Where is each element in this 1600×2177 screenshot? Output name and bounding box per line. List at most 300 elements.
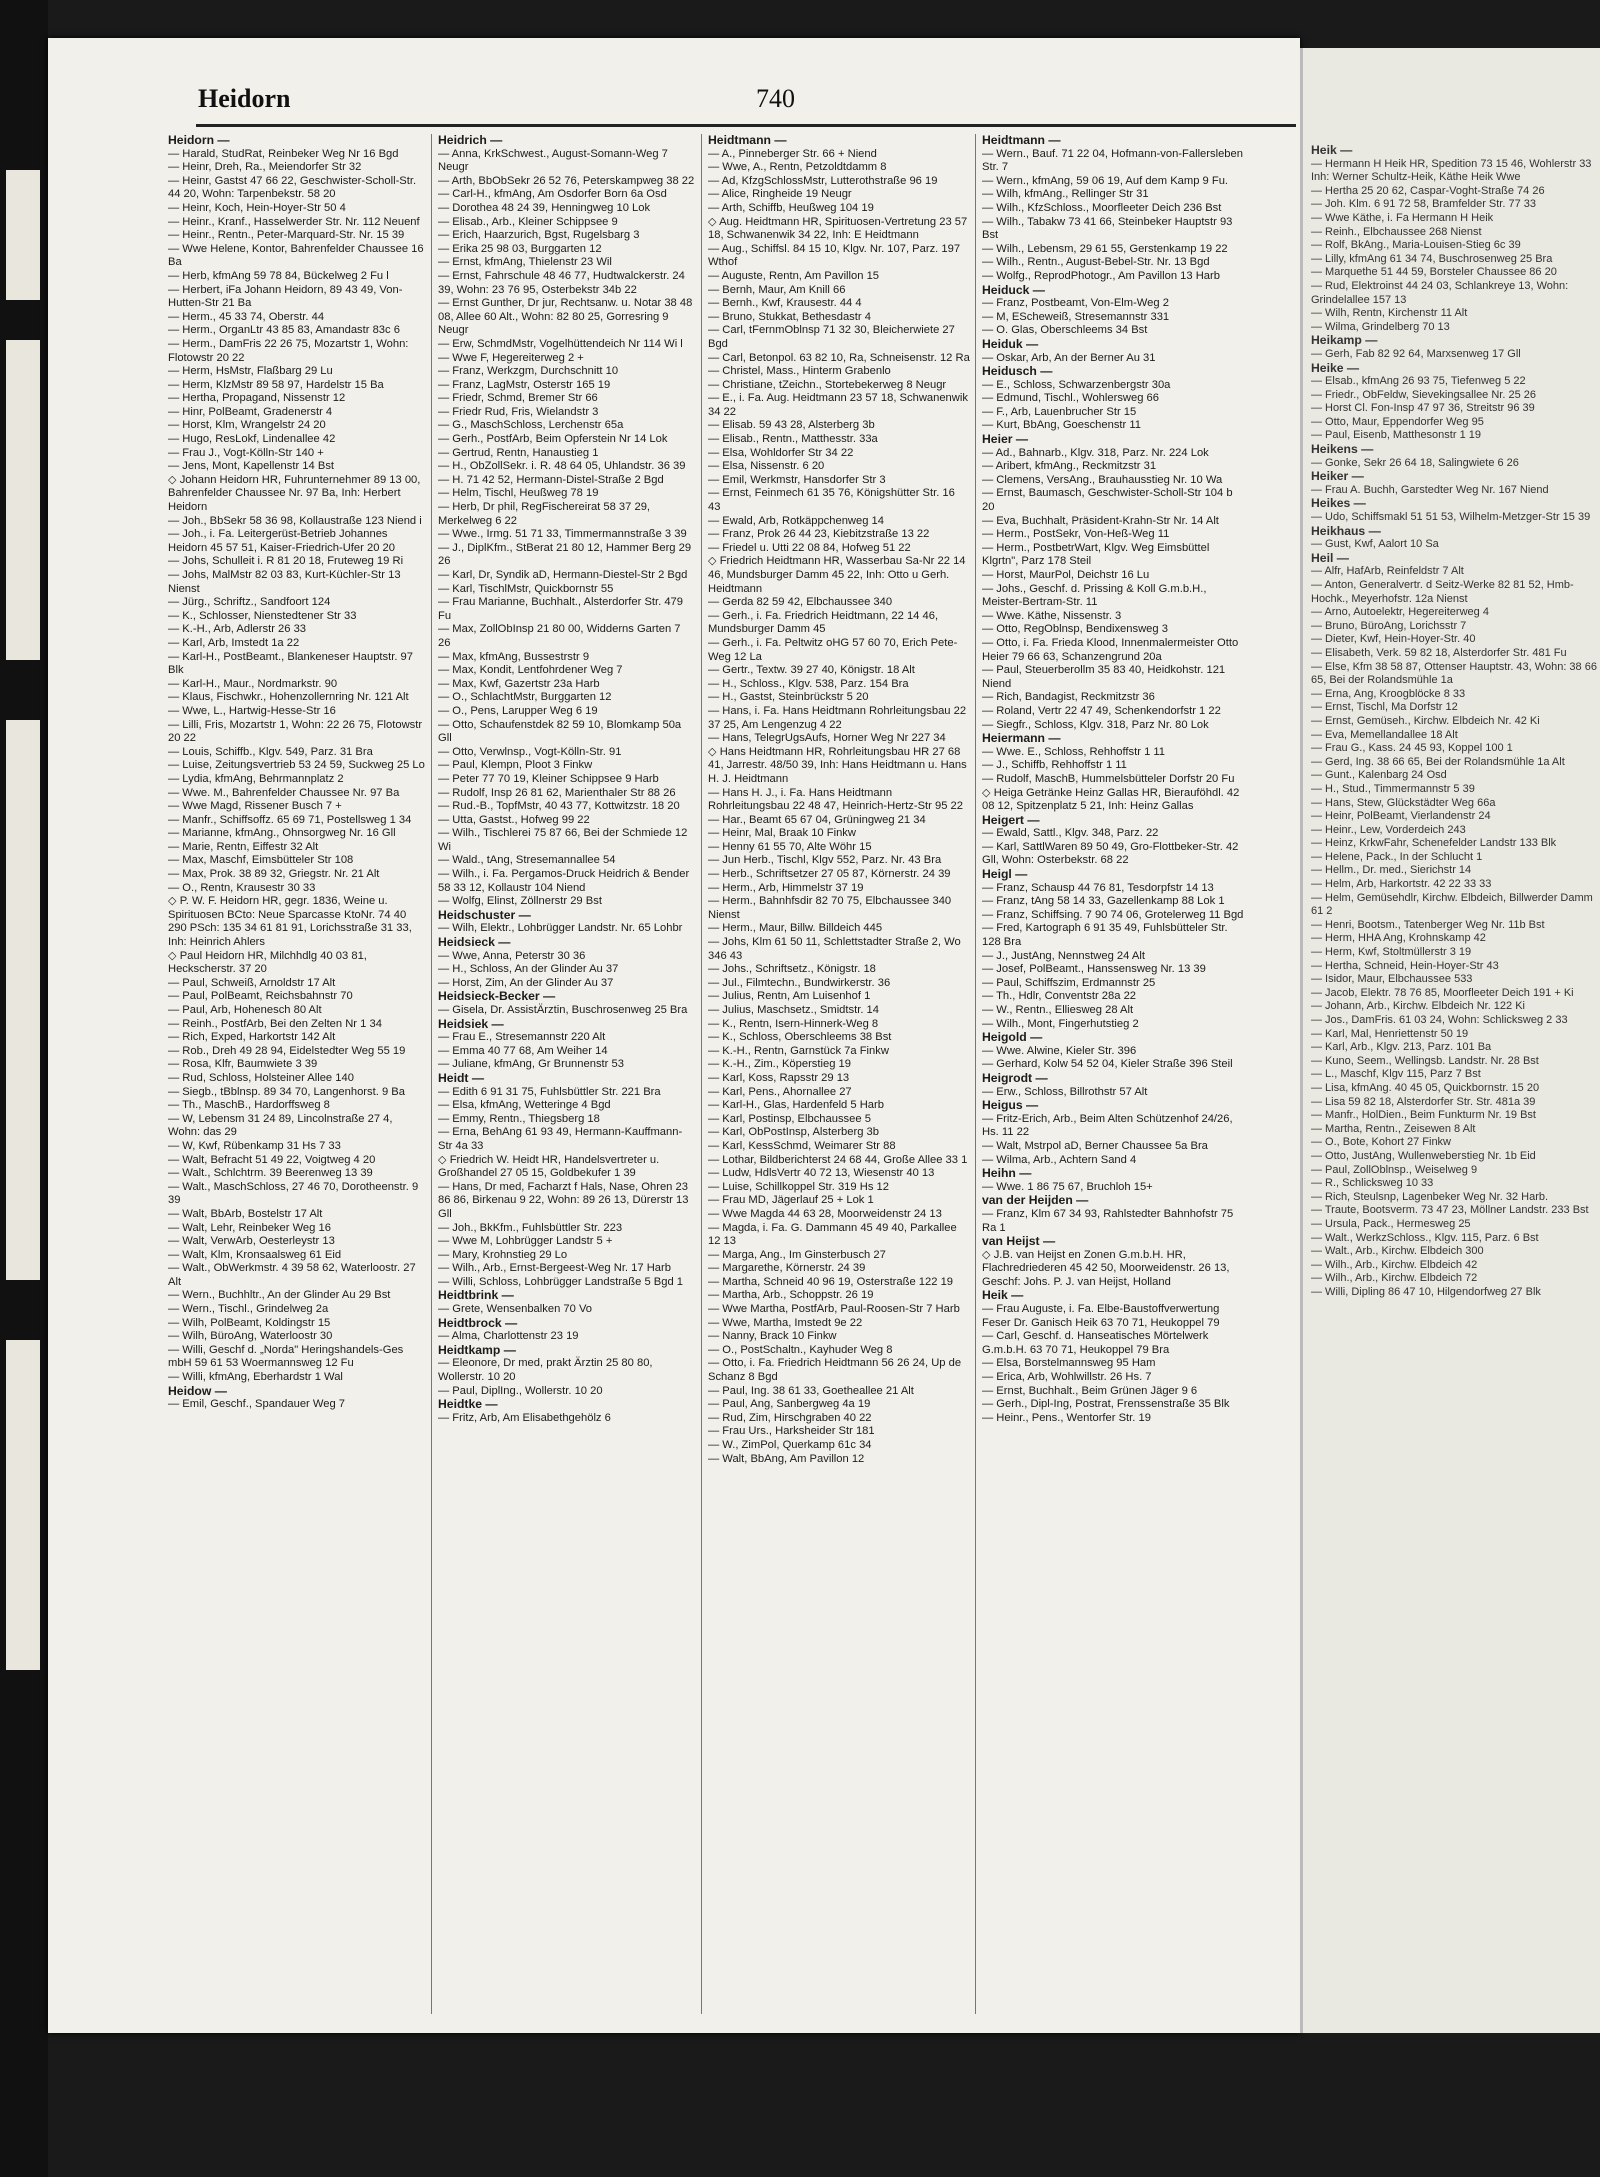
- surname-heading: Heidow —: [168, 1383, 227, 1398]
- surname-heading: Heidusch —: [982, 364, 1053, 379]
- directory-entry: — Willi, Geschf d. „Norda" Heringshandels-Ges mbH 59 61 53 Woermannsweg 12 Fu: [168, 1343, 404, 1370]
- directory-entry: — Max, ZollObInsp 21 80 00, Widderns Garten 7 26: [438, 623, 681, 649]
- surname-heading: Heidsieck-Becker —: [438, 989, 556, 1004]
- directory-entry: — Wolfg, Elinst, Zöllnerstr 29 Bst: [438, 895, 602, 908]
- column-3: [708, 134, 970, 2024]
- directory-entry: — Heinr, PolBeamt, Vierlandenstr 24: [1311, 810, 1491, 823]
- directory-entry: — Martha, Rentn., Zeisewen 8 Alt: [1311, 1122, 1476, 1135]
- surname-heading: Heike —: [1311, 360, 1360, 375]
- directory-entry: — Herm., PostbetrWart, Klgv. Weg Eimsbüttel Klgrtn", Parz 178 Steil: [982, 541, 1210, 568]
- directory-entry: — J., JustAng, Nennstweg 24 Alt: [982, 949, 1145, 962]
- business-entry: ◇ Heiga Getränke Heinz Gallas HR, Bierauföhdl. 42 08 12, Spitzenplatz 5 21, Inh: Heinz Gallas: [982, 786, 1240, 813]
- directory-entry: — Har., Beamt 65 67 04, Grüningweg 21 34: [708, 813, 926, 826]
- directory-entry: — Ernst, kfmAng, Thielenstr 23 Wil: [438, 256, 612, 269]
- directory-entry: — Wilh, Elektr., Lohbrügger Landstr. Nr. 65 Lohbr: [438, 922, 683, 935]
- directory-entry: — Wilh, PolBeamt, Koldingstr 15: [168, 1316, 331, 1329]
- directory-entry: — Elsa, kfmAng, Wetteringe 4 Bgd: [438, 1099, 611, 1112]
- directory-entry: — Walt., Schlchtrm. 39 Beerenweg 13 39: [168, 1167, 373, 1180]
- directory-entry: — Gerh, Fab 82 92 64, Marxsenweg 17 Gll: [1311, 347, 1521, 360]
- directory-entry: — Lisa, kfmAng. 40 45 05, Quickbornstr. 15 20: [1311, 1081, 1540, 1094]
- business-entry: ◇ Friedrich W. Heidt HR, Handelsvertreter u. Großhandel 27 05 15, Goldbekufer 1 39: [438, 1153, 660, 1180]
- directory-entry: — Wilma, Grindelberg 70 13: [1311, 320, 1450, 333]
- directory-entry: — Rich, Bandagist, Reckmitzstr 36: [982, 691, 1155, 704]
- directory-entry: — Isidor, Maur, Elbchaussee 533: [1311, 973, 1473, 986]
- directory-entry: — Erna, BehAng 61 93 49, Hermann-Kauffmann-Str 4a 33: [438, 1126, 683, 1152]
- directory-entry: — Herm, Kwf, Stoltmüllerstr 3 19: [1311, 946, 1472, 959]
- directory-entry: — Wilh., Tabakw 73 41 66, Steinbeker Hauptstr 93 Bst: [982, 215, 1233, 242]
- directory-entry: — Emmy, Rentn., Thiegsberg 18: [438, 1112, 600, 1125]
- directory-entry: — Wwe Magd, Rissener Busch 7 +: [168, 800, 342, 813]
- directory-entry: — Willi, Dipling 86 47 10, Hilgendorfweg 27 Blk: [1311, 1285, 1541, 1298]
- directory-entry: — Heinr., Kranf., Hasselwerder Str. Nr. 112 Neuenf: [168, 215, 420, 228]
- directory-entry: — Paul, Ing. 38 61 33, Goetheallee 21 Alt: [708, 1384, 914, 1397]
- surname-heading: Heidtbrink —: [438, 1288, 514, 1303]
- directory-entry: — Arno, Autoelektr, Hegereiterweg 4: [1311, 606, 1489, 619]
- directory-entry: — Helm, Tischl, Heußweg 78 19: [438, 487, 599, 500]
- directory-entry: — Herm., Maur, Billw. Billdeich 445: [708, 922, 883, 935]
- directory-entry: — Ernst, Fahrschule 48 46 77, Hudtwalckerstr. 24 39, Wohn: 23 76 95, Osterbekstr 34b 22: [438, 269, 685, 296]
- directory-entry: — Elsa, Borstelmannsweg 95 Ham: [982, 1357, 1156, 1370]
- directory-entry: — Herm., 45 33 74, Oberstr. 44: [168, 310, 325, 323]
- directory-entry: — Herm, HHA Ang, Krohnskamp 42: [1311, 932, 1486, 945]
- directory-entry: — Anton, Generalvertr. d Seitz-Werke 82 81 52, Hmb-Hochk., Meyerhofstr. 12a Nienst: [1311, 579, 1574, 605]
- spine-mark: [6, 170, 40, 300]
- directory-entry: — Frau E., Stresemannstr 220 Alt: [438, 1031, 606, 1044]
- directory-entry: — Rudolf, MaschB, Hummelsbütteler Dorfstr 20 Fu: [982, 772, 1235, 785]
- directory-entry: — Edith 6 91 31 75, Fuhlsbüttler Str. 221 Bra: [438, 1085, 661, 1098]
- directory-entry: — Wilh., Mont, Fingerhutstieg 2: [982, 1017, 1139, 1030]
- directory-entry: — Erw., Schloss, Billrothstr 57 Alt: [982, 1085, 1148, 1098]
- directory-entry: — Rud, Elektroinst 44 24 03, Schlankreye 13, Wohn: Grindelallee 157 13: [1311, 279, 1569, 306]
- directory-entry: — Walt, Klm, Kronsaalsweg 61 Eid: [168, 1248, 342, 1261]
- directory-entry: — Herm., PostSekr, Von-Heß-Weg 11: [982, 528, 1170, 541]
- directory-entry: — Joh., BkKfm., Fuhlsbüttler Str. 223: [438, 1221, 623, 1234]
- directory-entry: — Gerhard, Kolw 54 52 04, Kieler Straße 396 Steil: [982, 1058, 1233, 1071]
- directory-entry: — Karl, KessSchmd, Weimarer Str 88: [708, 1139, 896, 1152]
- directory-entry: — Louis, Schiffb., Klgv. 549, Parz. 31 Bra: [168, 745, 373, 758]
- directory-entry: — Wwe. Käthe, Nissenstr. 3: [982, 609, 1122, 622]
- directory-entry: — Paul, PolBeamt, Reichsbahnstr 70: [168, 990, 353, 1003]
- directory-entry: — Friedr Rud, Fris, Wielandstr 3: [438, 405, 599, 418]
- directory-entry: — Eleonore, Dr med, prakt Ärztin 25 80 80, Wollerstr. 10 20: [438, 1357, 653, 1384]
- directory-entry: — Erica, Arb, Wohlwillstr. 26 Hs. 7: [982, 1371, 1152, 1384]
- directory-entry: — Hertha, Schneid, Hein-Hoyer-Str 43: [1311, 959, 1499, 972]
- directory-entry: — Karl, ObPostInsp, Alsterberg 3b: [708, 1126, 880, 1139]
- directory-entry: — Henny 61 55 70, Alte Wöhr 15: [708, 840, 872, 853]
- directory-entry: — H., ObZollSekr. i. R. 48 64 05, Uhlandstr. 36 39: [438, 460, 686, 473]
- directory-entry: — Johs., Schriftsetz., Königstr. 18: [708, 963, 876, 976]
- directory-entry: — Wwe, Anna, Peterstr 30 36: [438, 949, 586, 962]
- directory-entry: — Walt., Arb., Kirchw. Elbdeich 300: [1311, 1245, 1484, 1258]
- surname-heading: van der Heijden —: [982, 1193, 1089, 1208]
- business-entry: ◇ Aug. Heidtmann HR, Spirituosen-Vertretung 23 57 18, Schwanenwik 34 22, Inh: E Heidtmann: [708, 215, 968, 242]
- directory-entry: — Willi, kfmAng, Eberhardstr 1 Wal: [168, 1371, 343, 1384]
- directory-entry: — Carl, Betonpol. 63 82 10, Ra, Schneisenstr. 12 Ra: [708, 351, 970, 364]
- directory-entry: — Wwe M, Lohbrügger Landstr 5 +: [438, 1235, 613, 1248]
- directory-entry: — Elsab., kfmAng 26 93 75, Tiefenweg 5 22: [1311, 375, 1526, 388]
- directory-entry: — Wwe. 1 86 75 67, Bruchloh 15+: [982, 1180, 1153, 1193]
- surname-heading: Heikamp —: [1311, 333, 1378, 348]
- directory-entry: — Alice, Ringheide 19 Neugr: [708, 188, 852, 201]
- directory-entry: — Hermann H Heik HR, Spedition 73 15 46, Wohlerstr 33: [1311, 157, 1592, 170]
- directory-entry: — Hinr, PolBeamt, Gradenerstr 4: [168, 405, 333, 418]
- directory-entry: — Gunt., Kalenbarg 24 Osd: [1311, 769, 1447, 782]
- directory-entry: — Heinr, Dreh, Ra., Meiendorfer Str 32: [168, 161, 362, 174]
- directory-entry: — Hans, Dr med, Facharzt f Hals, Nase, Ohren 23 86 86, Birkenau 9 22, Wohn: 89 26 13, Dürerstr 13 Gll: [438, 1180, 689, 1220]
- directory-entry: — Paul, Steuerberollm 35 83 40, Heidkohstr. 121 Niend: [982, 664, 1226, 690]
- directory-entry: — Gerd, Ing. 38 66 65, Bei der Rolandsmühle 1a Alt: [1311, 755, 1565, 768]
- directory-entry: — Hugo, ResLokf, Lindenallee 42: [168, 433, 336, 446]
- directory-entry: — Friedr., ObFeldw, Sievekingsallee Nr. 25 26: [1311, 388, 1536, 401]
- adjacent-page-column: [1311, 144, 1600, 2024]
- directory-entry: — Erich, Haarzurich, Bgst, Rugelsbarg 3: [438, 229, 640, 242]
- directory-entry: — Walt., ObWerkmstr. 4 39 58 62, Waterloostr. 27 Alt: [168, 1262, 416, 1288]
- directory-entry: — F., Arb, Lauenbrucher Str 15: [982, 405, 1137, 418]
- surname-heading: Heigold —: [982, 1030, 1043, 1045]
- directory-entry: — Martha, Schneid 40 96 19, Osterstraße 122 19: [708, 1275, 954, 1288]
- directory-entry: — Arth, BbObSekr 26 52 76, Peterskampweg 38 22: [438, 174, 695, 187]
- directory-entry: — Manfr., HolDien., Beim Funkturm Nr. 19 Bst: [1311, 1109, 1536, 1122]
- surname-heading: Heiker —: [1311, 469, 1364, 484]
- directory-entry: — Frau J., Vogt-Kölln-Str 140 +: [168, 446, 324, 459]
- directory-entry: — Christel, Mass., Hinterm Grabenlo: [708, 365, 891, 378]
- directory-entry: — G., MaschSchloss, Lerchenstr 65a: [438, 419, 624, 432]
- directory-entry: — Rud.-B., TopfMstr, 40 43 77, Kottwitzstr. 18 20: [438, 800, 680, 813]
- directory-entry: — Ernst, Baumasch, Geschwister-Scholl-Str 104 b 20: [982, 487, 1233, 514]
- directory-entry: — Traute, Bootsverm. 73 47 23, Möllner Landstr. 233 Bst: [1311, 1204, 1589, 1217]
- directory-entry: — Emil, Werkmstr, Hansdorfer Str 3: [708, 473, 886, 486]
- directory-entry: — W., ZimPol, Querkamp 61c 34: [708, 1439, 872, 1451]
- directory-entry: — Martha, Arb., Schoppstr. 26 19: [708, 1289, 874, 1302]
- directory-entry: — Jacob, Elektr. 78 76 85, Moorfleeter Deich 191 + Ki: [1311, 986, 1574, 999]
- directory-entry: — Arth, Schiffb, Heußweg 104 19: [708, 201, 874, 214]
- directory-entry: — Gust, Kwf, Aalort 10 Sa: [1311, 538, 1439, 551]
- directory-entry: — Frau A. Buchh, Garstedter Weg Nr. 167 Niend: [1311, 483, 1549, 496]
- column-divider: [431, 134, 432, 2014]
- directory-entry: — Friedr, Schmd, Bremer Str 66: [438, 392, 598, 405]
- directory-entry: — Margarethe, Körnerstr. 24 39: [708, 1262, 866, 1275]
- directory-entry: — Ad., Bahnarb., Klgv. 318, Parz. Nr. 224 Lok: [982, 446, 1209, 459]
- directory-entry: — Klaus, Fischwkr., Hohenzollernring Nr. 121 Alt: [168, 691, 409, 704]
- directory-entry: — Erika 25 98 03, Burggarten 12: [438, 242, 602, 255]
- directory-entry: — E., i. Fa. Aug. Heidtmann 23 57 18, Schwanenwik 34 22: [708, 392, 968, 418]
- directory-entry: — Franz, Postbeamt, Von-Elm-Weg 2: [982, 297, 1169, 310]
- directory-entry: — Paul, Ang, Sanbergweg 4a 19: [708, 1398, 871, 1411]
- business-entry: ◇ J.B. van Heijst en Zonen G.m.b.H. HR, Flachredriederen 45 42 50, Moorweidenstr. 26 13, Geschf: Johs. P. J. van Heijst, Holland: [982, 1248, 1230, 1288]
- directory-entry: — Walt, VerwArb, Oesterleystr 13: [168, 1235, 335, 1248]
- directory-entry: — Gerda 82 59 42, Elbchaussee 340: [708, 596, 893, 609]
- directory-entry: — Frau Auguste, i. Fa. Elbe-Baustoffverwertung Feser Dr. Ganisch Heik 63 70 71, Heukoppel 79: [982, 1303, 1220, 1329]
- directory-entry: — Helm, Gemüsehdlr, Kirchw. Elbdeich, Billwerder Damm 61 2: [1311, 891, 1593, 918]
- directory-entry: — Reinh., Elbchaussee 268 Nienst: [1311, 225, 1482, 238]
- directory-entry: — Henri, Bootsm., Tatenberger Weg Nr. 11b Bst: [1311, 918, 1545, 931]
- directory-entry: — Joh., BbSekr 58 36 98, Kollaustraße 123 Niend i: [168, 514, 422, 527]
- directory-entry: — Horst, MaurPol, Deichstr 16 Lu: [982, 569, 1150, 581]
- directory-entry: — Frau MD, Jägerlauf 25 + Lok 1: [708, 1194, 874, 1207]
- directory-entry: — Hertha, Propagand, Nissenstr 12: [168, 392, 346, 405]
- directory-entry: — Wwe Käthe, i. Fa Hermann H Heik: [1311, 211, 1494, 224]
- surname-heading: Heihn —: [982, 1166, 1032, 1181]
- directory-entry: — Bruno, Stukkat, Bethesdastr 4: [708, 310, 871, 323]
- directory-entry: — Karl, Postinsp, Elbchaussee 5: [708, 1112, 871, 1125]
- directory-entry: — Walt, Befracht 51 49 22, Voigtweg 4 20: [168, 1153, 376, 1166]
- business-entry: ◇ P. W. F. Heidorn HR, gegr. 1836, Weine u. Spirituosen BCto: Neue Sparcasse KtoNr. 74 40 290 PSch: 135 34 61 81 91, Lorichsstraße 31 33, Inh: Heinrich Ahlers: [168, 895, 412, 949]
- directory-entry: — Wolfg., ReprodPhotogr., Am Pavillon 13 Harb: [982, 269, 1220, 282]
- directory-entry: — Walt., WerkzSchloss., Klgv. 115, Parz. 6 Bst: [1311, 1231, 1539, 1244]
- surname-heading: Heidtkamp —: [438, 1342, 516, 1357]
- spine-mark: [6, 340, 40, 660]
- directory-entry: — Hans H. J., i. Fa. Hans Heidtmann Rohrleitungsbau 22 48 47, Heinrich-Hertz-Str 95 22: [708, 786, 963, 813]
- directory-entry: — R., Schlicksweg 10 33: [1311, 1177, 1434, 1190]
- surname-heading: Heidsiek —: [438, 1016, 504, 1031]
- surname-heading: Heidsieck —: [438, 935, 511, 950]
- directory-entry: — Paul, Schweiß, Arnoldstr 17 Alt: [168, 976, 336, 989]
- directory-entry: — Max, kfmAng, Bussestrstr 9: [438, 650, 590, 663]
- directory-entry: — Otto, RegOblnsp, Bendixensweg 3: [982, 623, 1168, 636]
- directory-entry: — E., Schloss, Schwarzenbergstr 30a: [982, 378, 1171, 391]
- spine-mark: [6, 1340, 40, 1670]
- directory-entry: — Elisab., Rentn., Matthesstr. 33a: [708, 433, 878, 446]
- directory-entry: — K.-H., Rentn, Garnstück 7a Finkw: [708, 1044, 889, 1057]
- directory-entry: — Hans, TelegrUgsAufs, Horner Weg Nr 227 34: [708, 732, 946, 745]
- directory-entry: — Wilh., Arb., Ernst-Bergeest-Weg Nr. 17 Harb: [438, 1262, 671, 1275]
- directory-entry: — Eva, Memellandallee 18 Alt: [1311, 728, 1458, 741]
- directory-entry: — Gertr., Textw. 39 27 40, Königstr. 18 Alt: [708, 664, 915, 677]
- directory-entry: — Max, Maschf, Eimsbütteler Str 108: [168, 854, 354, 867]
- directory-entry: — Karl, SattlWaren 89 50 49, Gro-Flottbeker-Str. 42 Gll, Wohn: Osterbekstr. 68 22: [982, 840, 1239, 867]
- directory-entry: — Frau G., Kass. 24 45 93, Koppel 100 1: [1311, 742, 1513, 755]
- directory-entry: — Karl, Arb., Klgv. 213, Parz. 101 Ba: [1311, 1041, 1492, 1054]
- directory-entry: — Christiane, tZeichn., Stortebekerweg 8 Neugr: [708, 378, 947, 391]
- directory-entry: — Johs., Geschf. d. Prissing & Koll G.m.b.H., Meister-Bertram-Str. 11: [982, 582, 1207, 609]
- business-entry: ◇ Paul Heidorn HR, Milchhdlg 40 03 81, Heckscherstr. 37 20: [168, 949, 367, 976]
- adjacent-page: [1300, 48, 1600, 2033]
- directory-entry: — Gerh., i. Fa. Peltwitz oHG 57 60 70, Erich Pete-Weg 12 La: [708, 636, 958, 663]
- directory-entry: — Wwe., Irmg. 51 71 33, Timmermannstraße 3 39: [438, 528, 687, 541]
- directory-entry: — Fritz, Arb, Am Elisabethgehölz 6: [438, 1411, 611, 1424]
- surname-heading: Heidt —: [438, 1070, 485, 1085]
- directory-entry: — Wern., kfmAng, 59 06 19, Auf dem Kamp 9 Fu.: [982, 174, 1229, 187]
- directory-entry: — Heinr., Rentn., Peter-Marquard-Str. Nr. 15 39: [168, 229, 405, 242]
- directory-entry: — Ernst, Gemüseh., Kirchw. Elbdeich Nr. 42 Ki: [1311, 714, 1540, 727]
- directory-entry: — O., Pens, Larupper Weg 6 19: [438, 704, 598, 717]
- directory-entry: — Gerh., Dipl-Ing, Postrat, Frenssenstraße 35 Blk: [982, 1398, 1230, 1411]
- directory-entry: — Wilh., Arb., Kirchw. Elbdeich 42: [1311, 1258, 1478, 1271]
- directory-entry: — Reinh., PostfArb, Bei den Zelten Nr 1 34: [168, 1017, 382, 1030]
- surname-heading: Heidorn —: [168, 134, 230, 147]
- directory-entry: — Wilh, BüroAng, Waterloostr 30: [168, 1330, 333, 1343]
- directory-entry: — Wilh., Lebensm, 29 61 55, Gerstenkamp 19 22: [982, 242, 1228, 255]
- surname-heading: Heidtke —: [438, 1397, 498, 1412]
- directory-entry: — Rud, Zim, Hirschgraben 40 22: [708, 1411, 872, 1424]
- directory-entry: — Otto, i. Fa. Frieda Klood, Innenmalermeister Otto Heier 79 66 63, Schanzengrund 20a: [982, 636, 1239, 663]
- directory-entry: — Max, Kondit, Lentfohrdener Weg 7: [438, 664, 623, 677]
- directory-entry: — Wwe, A., Rentn, Petzoldtdamm 8: [708, 161, 887, 174]
- directory-entry: — Friedel u. Utti 22 08 84, Hofweg 51 22: [708, 541, 911, 554]
- directory-entry: — Herm., Arb, Himmelstr 37 19: [708, 881, 864, 894]
- directory-entry: — Herb, kfmAng 59 78 84, Bückelweg 2 Fu l: [168, 269, 389, 282]
- surname-heading: Heik —: [1311, 144, 1353, 157]
- directory-entry: — Wwe F, Hegereiterweg 2 +: [438, 351, 584, 364]
- directory-entry: — Luise, Zeitungsvertrieb 53 24 59, Suckweg 25 Lo: [168, 759, 425, 772]
- directory-entry: — Otto, Schaufenstdek 82 59 10, Blomkamp 50a Gll: [438, 718, 682, 745]
- directory-entry: — Karl-H., Maur., Nordmarkstr. 90: [168, 677, 338, 690]
- directory-entry: — Karl, Mal, Henriettenstr 50 19: [1311, 1027, 1469, 1040]
- directory-entry: Inh: Werner Schultz-Heik, Käthe Heik Wwe: [1311, 171, 1521, 184]
- directory-entry: — Joh. Klm. 6 91 72 58, Bramfelder Str. 77 33: [1311, 198, 1537, 211]
- directory-entry: — Lilli, Fris, Mozartstr 1, Wohn: 22 26 75, Flotowstr 20 22: [168, 718, 423, 745]
- directory-entry: — Elisab. 59 43 28, Alsterberg 3b: [708, 419, 875, 432]
- column-divider: [975, 134, 976, 2014]
- directory-entry: — Kurt, BbAng, Goeschenstr 11: [982, 419, 1141, 432]
- directory-entry: — Otto, JustAng, Wullenweberstieg Nr. 1b Eid: [1311, 1149, 1536, 1162]
- directory-entry: — Wwe. Alwine, Kieler Str. 396: [982, 1044, 1137, 1057]
- directory-entry: — Ursula, Pack., Hermesweg 25: [1311, 1217, 1471, 1230]
- directory-entry: — Max, Prok. 38 89 32, Griegstr. Nr. 21 Alt: [168, 868, 380, 881]
- directory-entry: — Magda, i. Fa. G. Dammann 45 49 40, Parkallee 12 13: [708, 1221, 957, 1248]
- directory-entry: — K., Schloss, Oberschleems 38 Bst: [708, 1031, 892, 1044]
- directory-entry: — Ad, KfzgSchlossMstr, Lutterothstraße 96 19: [708, 174, 938, 187]
- directory-entry: — Wilh., KfzSchloss., Moorfleeter Deich 236 Bst: [982, 201, 1222, 214]
- business-entry: ◇ Friedrich Heidtmann HR, Wasserbau Sa-Nr 22 14 46, Mundsburger Damm 45 22, Inh: Otto u Gerh. Heidtmann: [708, 555, 966, 595]
- header-name: Heidorn: [198, 84, 291, 113]
- directory-entry: — Lisa 59 82 18, Alsterdorfer Str. Str. 481a 39: [1311, 1095, 1536, 1108]
- directory-entry: — O., Rentn, Krausestr 30 33: [168, 881, 316, 894]
- directory-entry: — Franz, Klm 67 34 93, Rahlstedter Bahnhofstr 75 Ra 1: [982, 1207, 1234, 1234]
- directory-entry: — W, Kwf, Rübenkamp 31 Hs 7 33: [168, 1139, 341, 1152]
- directory-entry: — Heinr, Mal, Braak 10 Finkw: [708, 827, 856, 840]
- surname-heading: Heikes —: [1311, 496, 1366, 511]
- directory-entry: — Gertrud, Rentn, Hanaustieg 1: [438, 446, 599, 459]
- directory-entry: — Paul, Eisenb, Matthesonstr 1 19: [1311, 429, 1481, 442]
- directory-entry: — Wilh., i. Fa. Pergamos-Druck Heidrich & Bender 58 33 12, Kollaustr 104 Niend: [438, 868, 690, 894]
- directory-entry: — Emma 40 77 68, Am Weiher 14: [438, 1044, 608, 1057]
- directory-entry: — Paul, Arb, Hohenesch 80 Alt: [168, 1004, 322, 1016]
- directory-entry: — Heinr, Koch, Hein-Hoyer-Str 50 4: [168, 201, 346, 214]
- directory-entry: — Th., Hdlr, Conventstr 28a 22: [982, 990, 1137, 1003]
- directory-entry: — Dorothea 48 24 39, Henningweg 10 Lok: [438, 201, 651, 214]
- directory-entry: — Ewald, Arb, Rotkäppchenweg 14: [708, 514, 884, 527]
- directory-entry: — Th., MaschB., Hardorffsweg 8: [168, 1099, 330, 1112]
- directory-entry: — Frau Urs., Harksheider Str 181: [708, 1425, 875, 1438]
- surname-heading: Heikhaus —: [1311, 523, 1381, 538]
- directory-entry: — Wilh., Arb., Kirchw. Elbdeich 72: [1311, 1272, 1478, 1285]
- directory-entry: — H., Stud., Timmermannstr 5 39: [1311, 782, 1475, 795]
- directory-entry: — Gisela, Dr. AssistÄrztin, Buschrosenweg 25 Bra: [438, 1004, 688, 1016]
- directory-entry: — Herb., Schriftsetzer 27 05 87, Körnerstr. 24 39: [708, 868, 951, 881]
- directory-entry: — Herm., Bahnhfsdir 82 70 75, Elbchaussee 340 Nienst: [708, 895, 952, 921]
- directory-entry: — Eva, Buchhalt, Präsident-Krahn-Str Nr. 14 Alt: [982, 514, 1219, 527]
- directory-entry: — Johs, MalMstr 82 03 83, Kurt-Küchler-Str 13 Nienst: [168, 569, 401, 595]
- directory-entry: — K., Schlosser, Nienstedtener Str 33: [168, 609, 357, 622]
- header-rule: [196, 124, 1296, 127]
- directory-entry: — Alma, Charlottenstr 23 19: [438, 1330, 579, 1343]
- directory-entry: — Luise, Schillkoppel Str. 319 Hs 12: [708, 1180, 889, 1193]
- directory-entry: — Rolf, BkAng., Maria-Louisen-Stieg 6c 39: [1311, 239, 1521, 252]
- directory-entry: — Wwe Helene, Kontor, Bahrenfelder Chaussee 16 Ba: [168, 242, 424, 269]
- directory-entry: — Paul, Klempn, Ploot 3 Finkw: [438, 759, 593, 772]
- directory-entry: — Otto, Verwlnsp., Vogt-Kölln-Str. 91: [438, 745, 622, 758]
- directory-entry: — Wern., Tischl., Grindelweg 2a: [168, 1303, 329, 1316]
- directory-entry: — W., Rentn., Elliesweg 28 Alt: [982, 1004, 1134, 1016]
- directory-entry: — Clemens, VersAng., Brauhausstieg Nr. 10 Wa: [982, 473, 1223, 486]
- directory-entry: — Lilly, kfmAng 61 34 74, Buschrosenweg 25 Bra: [1311, 252, 1553, 265]
- directory-entry: — Jens, Mont, Kapellenstr 14 Bst: [168, 460, 335, 473]
- directory-entry: — Herm, KlzMstr 89 58 97, Hardelstr 15 Ba: [168, 378, 384, 391]
- directory-entry: — Rudolf, Insp 26 81 62, Marienthaler Str 88 26: [438, 786, 676, 799]
- directory-entry: — A., Pinneberger Str. 66 + Niend: [708, 147, 877, 160]
- directory-entry: — Horst, Klm, Wrangelstr 24 20: [168, 419, 326, 432]
- directory-entry: — Manfr., Schiffsoffz. 65 69 71, Postellsweg 1 34: [168, 813, 412, 826]
- directory-page: [48, 38, 1300, 2033]
- directory-entry: — Ludw, HdlsVertr 40 72 13, Wiesenstr 40 13: [708, 1167, 935, 1180]
- directory-entry: — Else, Kfm 38 58 87, Ottenser Hauptstr. 43, Wohn: 38 66 65, Bei der Rolandsmühle 1a: [1311, 660, 1597, 687]
- directory-entry: — Roland, Vertr 22 47 49, Schenkendorfstr 1 22: [982, 704, 1221, 717]
- directory-entry: — K., Rentn, Isern-Hinnerk-Weg 8: [708, 1017, 879, 1030]
- directory-entry: — Ernst Gunther, Dr jur, Rechtsanw. u. Notar 38 48 08, Allee 60 Alt., Wohn: 82 80 25, Gorresring 9 Neugr: [438, 297, 693, 337]
- directory-entry: — Rud, Schloss, Holsteiner Allee 140: [168, 1071, 354, 1084]
- directory-entry: — Karl, Koss, Rapsstr 29 13: [708, 1071, 850, 1084]
- directory-entry: — Frau Marianne, Buchhalt., Alsterdorfer Str. 479 Fu: [438, 596, 683, 622]
- directory-entry: — Karl-H., PostBeamt., Blankeneser Hauptstr. 97 Blk: [168, 650, 413, 677]
- surname-heading: Heidschuster —: [438, 907, 531, 922]
- surname-heading: Heidtmann —: [982, 134, 1061, 147]
- directory-entry: — Siegb., tBblnsp. 89 34 70, Langenhorst. 9 Ba: [168, 1085, 405, 1098]
- directory-entry: — J., DiplKfm., StBerat 21 80 12, Hammer Berg 29 26: [438, 541, 692, 568]
- directory-entry: — Elsa, Nissenstr. 6 20: [708, 460, 825, 473]
- directory-entry: — Julius, Maschsetz., Smidtstr. 14: [708, 1004, 879, 1016]
- directory-entry: — O., SchlachtMstr, Burggarten 12: [438, 691, 612, 704]
- spine-mark: [6, 720, 40, 1280]
- column-divider: [701, 134, 702, 2014]
- surname-heading: Heiduk —: [982, 336, 1039, 351]
- business-entry: ◇ Hans Heidtmann HR, Rohrleitungsbau HR 27 68 41, Jarrestr. 48/50 39, Inh: Hans Heidtmann u. Hans H. J. Heidtmann: [708, 745, 967, 785]
- directory-entry: — Wilh, Rentn, Kirchenstr 11 Alt: [1311, 307, 1468, 320]
- directory-entry: — Herm., DamFris 22 26 75, Mozartstr 1, Wohn: Flotowstr 20 22: [168, 337, 409, 364]
- directory-entry: — K.-H., Arb, Adlerstr 26 33: [168, 623, 307, 636]
- directory-entry: — Paul, ZollOblnsp., Weiselweg 9: [1311, 1163, 1478, 1176]
- directory-entry: — Fritz-Erich, Arb., Beim Alten Schützenhof 24/26, Hs. 11 22: [982, 1112, 1233, 1139]
- directory-entry: — Marquethe 51 44 59, Borsteler Chaussee 86 20: [1311, 266, 1557, 279]
- directory-entry: — Franz, LagMstr, Osterstr 165 19: [438, 378, 611, 391]
- directory-entry: — Juliane, kfmAng, Gr Brunnenstr 53: [438, 1058, 624, 1071]
- directory-entry: — Udo, Schiffsmakl 51 51 53, Wilhelm-Metzger-Str 15 39: [1311, 511, 1591, 524]
- book-spine: [0, 0, 48, 2177]
- directory-entry: — Walt, Mstrpol aD, Berner Chaussee 5a Bra: [982, 1139, 1208, 1152]
- directory-entry: — Karl, Pens., Ahornallee 27: [708, 1085, 852, 1098]
- surname-heading: van Heijst —: [982, 1234, 1056, 1249]
- directory-entry: — H., Schloss, An der Glinder Au 37: [438, 963, 619, 976]
- surname-heading: Heigus —: [982, 1098, 1039, 1113]
- directory-entry: — Franz, tAng 58 14 33, Gazellenkamp 88 Lok 1: [982, 895, 1225, 908]
- directory-entry: — Hans, Stew, Glückstädter Weg 66a: [1311, 796, 1496, 809]
- directory-entry: — Lothar, Bildberichterst 24 68 44, Große Allee 33 1: [708, 1153, 968, 1166]
- directory-entry: — Auguste, Rentn, Am Pavillon 15: [708, 269, 880, 282]
- surname-heading: Heiduck —: [982, 282, 1045, 297]
- directory-entry: — Herbert, iFa Johann Heidorn, 89 43 49, Von-Hutten-Str 21 Ba: [168, 283, 403, 310]
- directory-entry: — Franz, Werkzgm, Durchschnitt 10: [438, 365, 619, 378]
- directory-entry: — Johs, Schulleit i. R 81 20 18, Fruteweg 19 Ri: [168, 555, 404, 568]
- surname-heading: Heil —: [1311, 550, 1349, 565]
- directory-entry: — Mary, Krohnstieg 29 Lo: [438, 1248, 568, 1261]
- directory-entry: — Ewald, Sattl., Klgv. 348, Parz. 22: [982, 827, 1159, 840]
- directory-entry: — Jul., Filmtechn., Bundwirkerstr. 36: [708, 976, 891, 989]
- directory-entry: — Wald., tAng, Stresemannallee 54: [438, 854, 616, 867]
- surname-heading: Heigert —: [982, 812, 1040, 827]
- directory-entry: — Kuno, Seem., Wellingsb. Landstr. Nr. 28 Bst: [1311, 1054, 1539, 1067]
- directory-entry: — Johann, Arb., Kirchw. Elbdeich Nr. 122 Ki: [1311, 1000, 1526, 1013]
- directory-entry: — Paul, DiplIng., Wollerstr. 10 20: [438, 1384, 603, 1397]
